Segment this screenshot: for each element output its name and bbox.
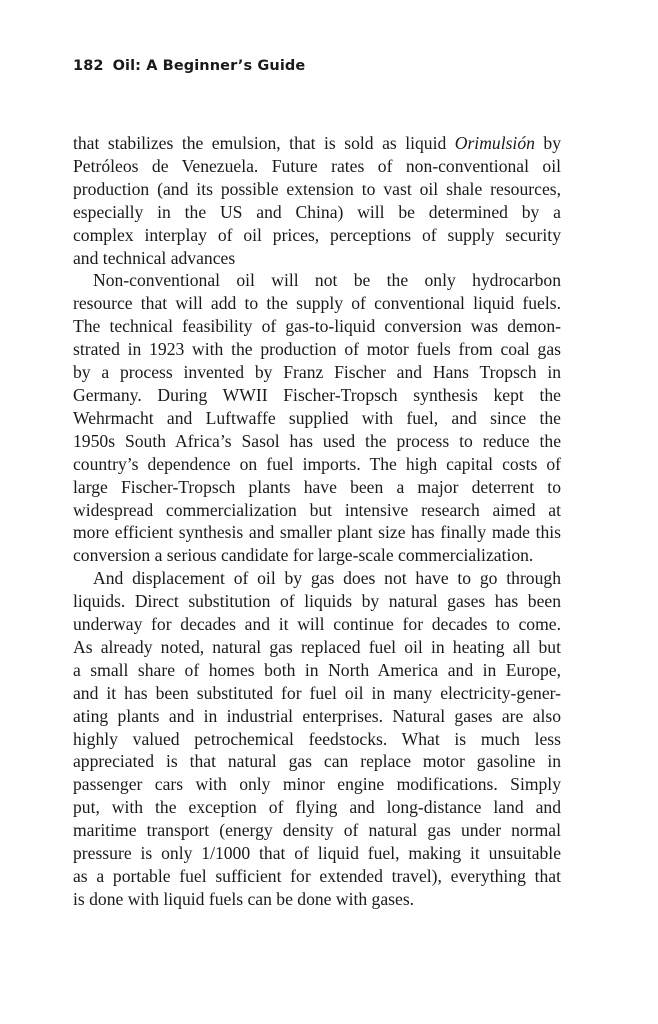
text-line: Non-conventional oil will not be the only hydrocarbon — [93, 270, 561, 291]
text-line: The technical feasibility of gas-to-liquid conversion was demon- — [73, 316, 561, 337]
text-line: passenger cars with only minor engine modifications. Simply — [73, 774, 561, 795]
text-line: And displacement of oil by gas does not have to go through — [93, 568, 561, 589]
text-line: underway for decades and it will continue for decades to come. — [73, 614, 561, 635]
text-line: complex interplay of oil prices, perceptions of supply security — [73, 224, 561, 245]
text-line: as a portable fuel sufficient for extended travel), everything that — [73, 866, 561, 886]
book-title: Oil: A Beginner’s Guide — [112, 58, 306, 74]
paragraph-2 — [73, 269, 561, 567]
text-line: Germany. During WWII Fischer-Tropsch synthesis kept the — [73, 384, 561, 405]
text-line: resource that will add to the supply of conventional liquid fuels. — [73, 293, 561, 314]
text-line: pressure is only 1/1000 that of liquid fuel, making it unsuitable — [73, 843, 561, 864]
text-line: country’s dependence on fuel imports. The high capital costs of — [73, 453, 561, 474]
text-line: highly valued petrochemical feedstocks. What is much less — [73, 728, 561, 749]
text-line: production (and its possible extension to vast oil shale resources, — [73, 178, 561, 199]
text-line: by a process invented by Franz Fischer and Hans Tropsch in — [73, 362, 561, 383]
text-line: and it has been substituted for fuel oil in many electricity-gener- — [73, 682, 561, 703]
emphasized-term: Orimulsión — [454, 133, 535, 153]
text-line — [73, 132, 561, 155]
text-line: 1950s South Africa’s Sasol has used the process to reduce the — [73, 430, 561, 451]
text-line: Petróleos de Venezuela. Future rates of non-conventional oil — [73, 155, 561, 176]
text-line: large Fischer-Tropsch plants have been a major deterrent to — [73, 476, 561, 497]
paragraph-1 — [73, 132, 561, 269]
text-line: liquids. Direct substitution of liquids by natural gases has been — [73, 591, 561, 612]
text-line: Wehrmacht and Luftwaffe supplied with fuel, and since the — [73, 407, 561, 428]
running-head — [73, 58, 305, 74]
text-line: maritime transport (energy density of natural gas under normal — [73, 820, 561, 841]
paragraph-3 — [73, 567, 561, 911]
text-line: and technical advances — [73, 247, 236, 268]
body-text — [73, 132, 561, 911]
text-line: widespread commercialization but intensive research aimed at — [73, 499, 561, 520]
text-line: put, with the exception of flying and long-distance land and — [73, 797, 561, 818]
page-number: 182 — [73, 58, 104, 74]
text-run: that stabilizes the emulsion, that is sold as liquid — [73, 133, 455, 153]
text-line: strated in 1923 with the production of motor fuels from coal gas — [73, 339, 561, 360]
text-line: a small share of homes both in North America and in Europe, — [73, 659, 561, 680]
text-line: is done with liquid fuels can be done with gases. — [73, 888, 415, 909]
text-run: by — [534, 133, 561, 153]
text-line: ating plants and in industrial enterprises. Natural gases are also — [73, 705, 561, 726]
text-line: conversion a serious candidate for large-scale commercialization. — [73, 545, 534, 566]
text-line: more efficient synthesis and smaller plant size has finally made this — [73, 522, 561, 543]
text-line: As already noted, natural gas replaced fuel oil in heating all but — [73, 636, 561, 657]
text-line: especially in the US and China) will be determined by a — [73, 201, 561, 222]
text-line: appreciated is that natural gas can replace motor gasoline in — [73, 751, 561, 772]
